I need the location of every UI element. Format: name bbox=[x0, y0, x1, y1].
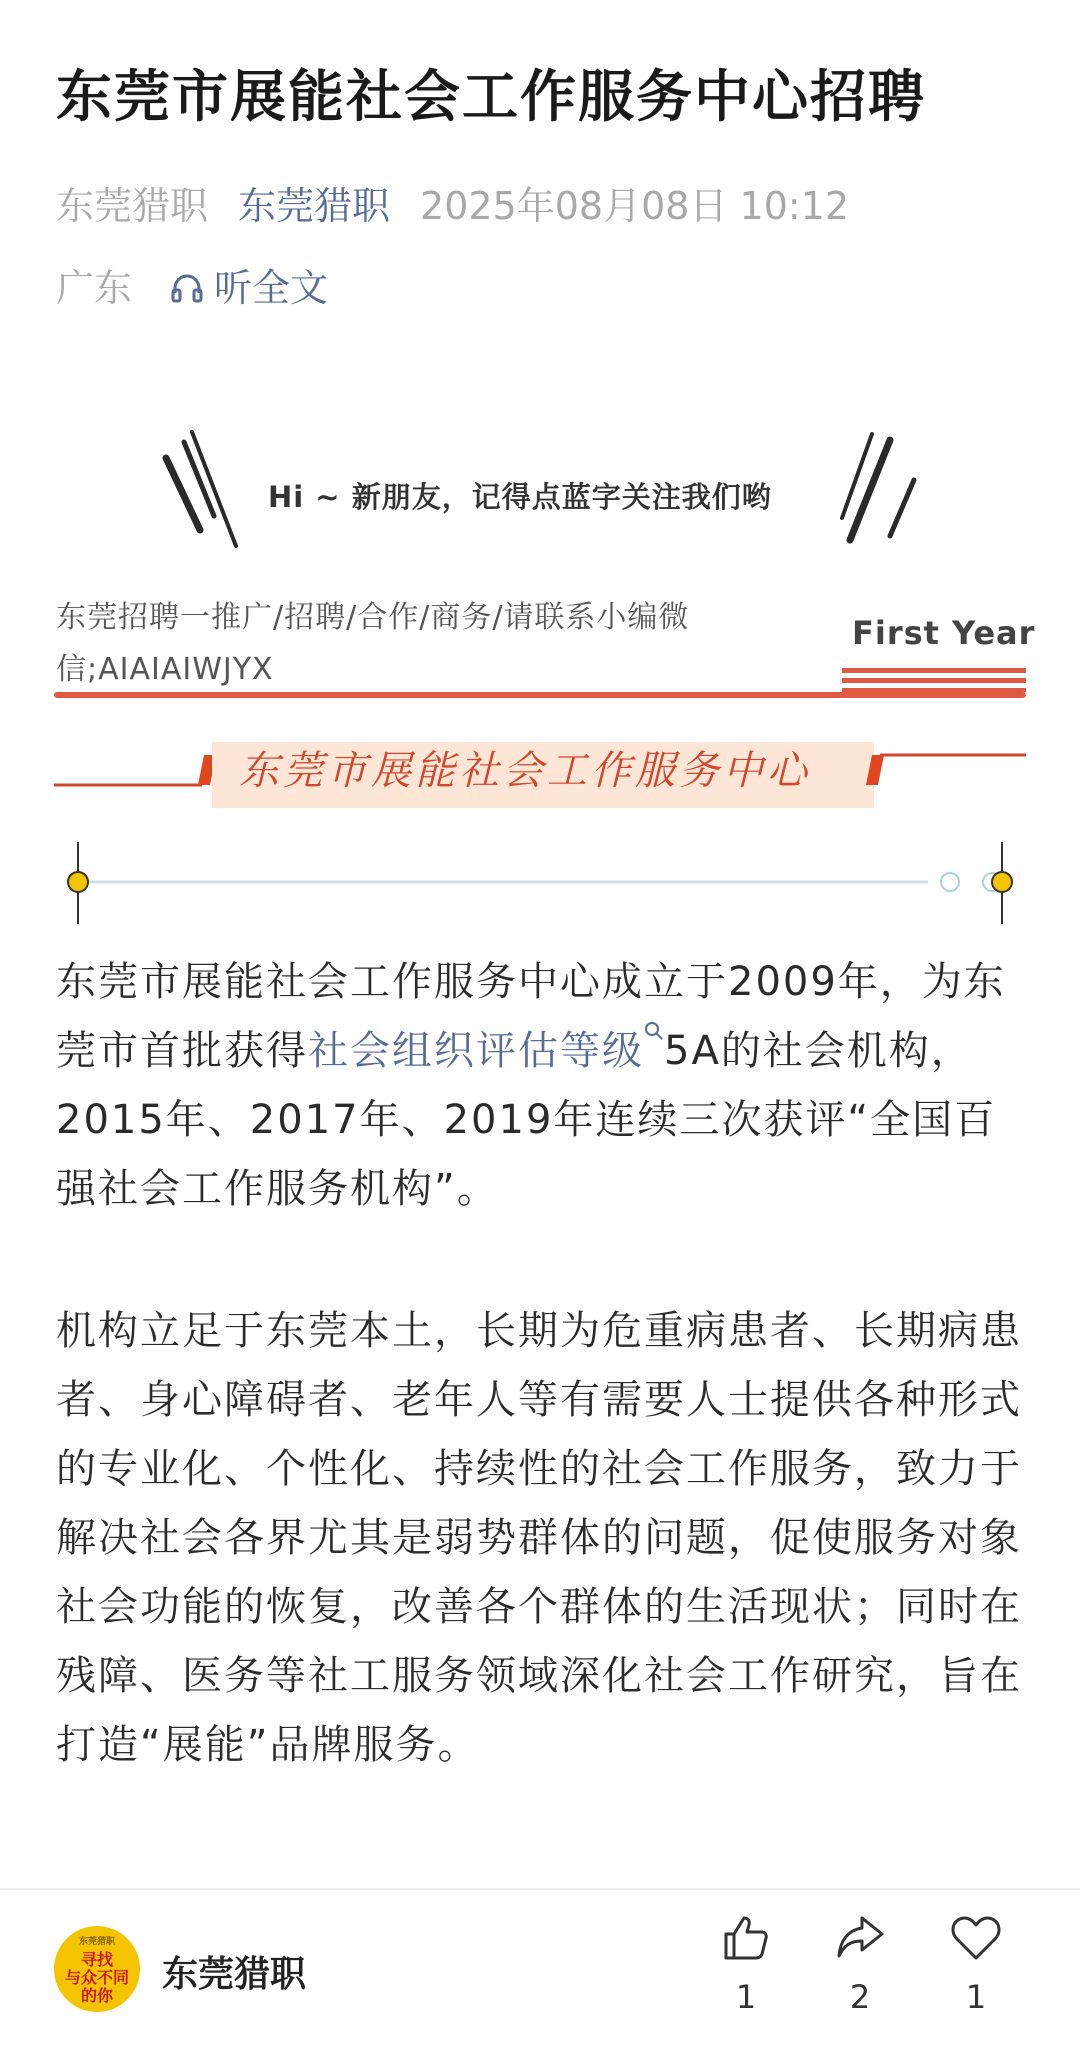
article-meta bbox=[56, 180, 849, 232]
paragraph-text: 东莞市展能社会工作服务中心成立于2009年，为东莞市首批获得 bbox=[56, 959, 1006, 1074]
timeline-decoration bbox=[54, 838, 1026, 928]
org-title: 东莞市展能社会工作服务中心 bbox=[239, 748, 811, 794]
share-button[interactable] bbox=[820, 1912, 900, 2016]
bottom-account-name[interactable]: 东莞猎职 bbox=[162, 1954, 307, 1995]
first-year-underline bbox=[842, 666, 1026, 692]
avatar-line: 的你 bbox=[80, 1986, 113, 2005]
first-year-label: First Year bbox=[852, 614, 1036, 652]
share-count: 2 bbox=[849, 1978, 871, 2016]
account-link[interactable]: 东莞猎职 bbox=[238, 184, 391, 228]
article-meta-2 bbox=[56, 262, 328, 314]
promo-text: 东莞招聘一推广/招聘/合作/商务/请联系小编微信;AIAIAIWJYX bbox=[56, 600, 690, 687]
greeting-text: Hi ~ 新朋友，记得点蓝字关注我们哟 bbox=[268, 480, 772, 514]
avatar[interactable] bbox=[54, 1926, 140, 2012]
favorite-count: 1 bbox=[965, 1978, 987, 2016]
favorite-button[interactable] bbox=[936, 1912, 1016, 2016]
avatar-line: 寻找 bbox=[80, 1950, 113, 1969]
thumbs-up-icon bbox=[720, 1912, 772, 1964]
paragraph-mission: 机构立足于东莞本土，长期为危重病患者、长期病患者、身心障碍者、老年人等有需要人士提供各种形式的专业化、个性化、持续性的社会工作服务，致力于解决社会各界尤其是弱势群体的问题，促使服务对象社会功能的恢复，改善各个群体的生活现状；同时在残障、医务等社工服务领域深化社会工作研究，旨在打造“展能”品牌服务。 bbox=[56, 1308, 1022, 1768]
search-icon[interactable] bbox=[644, 1021, 664, 1041]
location: 广东 bbox=[56, 266, 133, 310]
paragraph-intro bbox=[56, 948, 1026, 1224]
headphones-icon bbox=[170, 271, 204, 305]
search-link[interactable]: 社会组织评估等级 bbox=[308, 1028, 644, 1074]
listen-label: 听全文 bbox=[214, 266, 329, 310]
page-title: 东莞市展能社会工作服务中心招聘 bbox=[56, 65, 926, 130]
paragraph-text: 5A的社会机构，2015年、2017年、2019年连续三次获评“全国百强社会工作服务机构”。 bbox=[56, 1028, 997, 1212]
like-button[interactable] bbox=[706, 1912, 786, 2016]
listen-button[interactable] bbox=[170, 262, 328, 314]
publish-date: 2025年08月08日 10:12 bbox=[420, 184, 850, 228]
avatar-line: 与众不同 bbox=[64, 1968, 129, 1987]
share-icon bbox=[834, 1912, 886, 1964]
like-count: 1 bbox=[735, 1978, 757, 2016]
avatar-caption: 东莞猎职 bbox=[78, 1937, 115, 1947]
divider-rule bbox=[54, 692, 1026, 698]
heart-icon bbox=[949, 1912, 1003, 1964]
source-name: 东莞猎职 bbox=[56, 184, 209, 228]
